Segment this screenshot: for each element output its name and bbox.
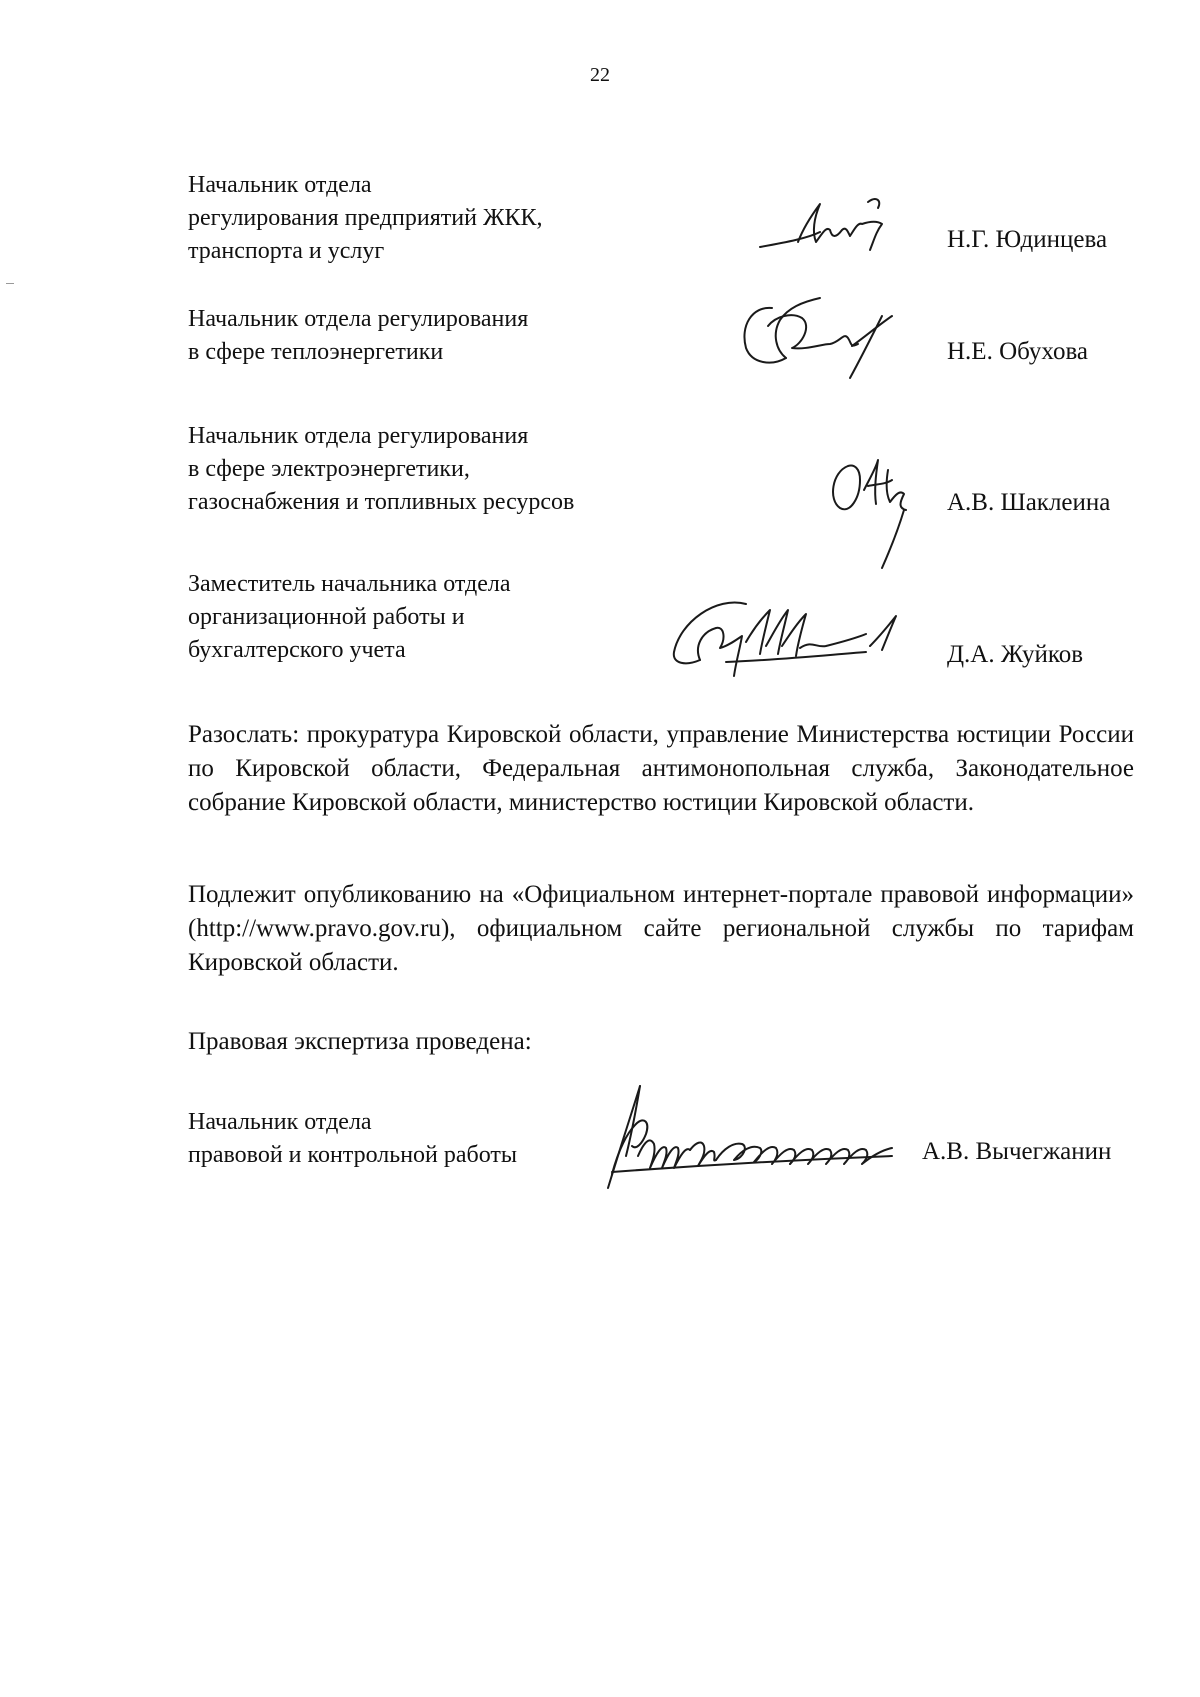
signatory-name: А.В. Шаклеина [947, 489, 1111, 516]
handwritten-signature [826, 450, 916, 570]
handwritten-signature [758, 192, 898, 262]
signatory-position: Начальник отдела регулирования в сфере электроэнергетики, газоснабжения и топливных ресурсов [188, 423, 575, 515]
handwritten-signature [592, 1082, 912, 1192]
signatory-name: А.В. Вычегжанин [922, 1138, 1112, 1165]
signatory-position: Заместитель начальника отдела организационной работы и бухгалтерского учета [188, 571, 511, 663]
signatory-name: Д.А. Жуйков [947, 641, 1084, 668]
signatory-name: Н.Е. Обухова [947, 338, 1089, 365]
legal-review-heading: Правовая экспертиза проведена: [188, 1028, 532, 1055]
signatory-position: Начальник отдела регулирования предприятий ЖКК, транспорта и услуг [188, 172, 543, 264]
signatory-position: Начальник отдела правовой и контрольной работы [188, 1109, 518, 1168]
handwritten-signature [666, 592, 906, 682]
publication-notice: Подлежит опубликованию на «Официальном интернет-портале правовой информации» (http://www.pravo.gov.ru), официальном сайте региональной службы по тарифам Кировской области. [188, 881, 1134, 976]
handwritten-signature [732, 286, 902, 386]
page-number: 22 [590, 64, 610, 86]
signatory-position: Начальник отдела регулирования в сфере теплоэнергетики [188, 306, 529, 365]
signatory-name: Н.Г. Юдинцева [947, 226, 1108, 253]
margin-mark [6, 283, 14, 284]
distribution-list: Разослать: прокуратура Кировской области, управление Министерства юстиции России по Кировской области, Федеральная антимонопольная служба, Законодательное собрание Кировской области, министерство юстиции Кировской области. [188, 721, 1134, 816]
